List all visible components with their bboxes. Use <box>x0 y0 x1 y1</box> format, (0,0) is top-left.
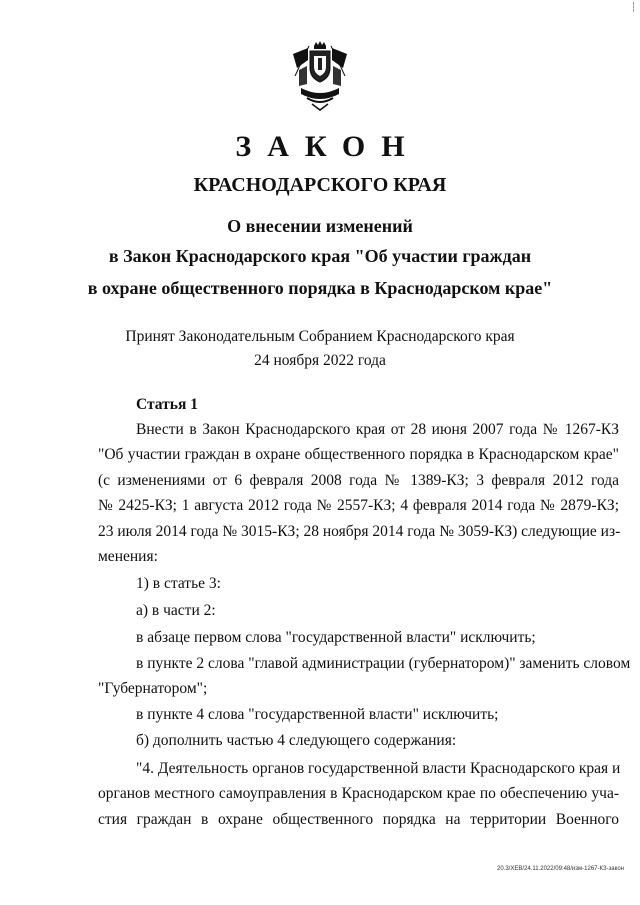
document-title: ЗАКОН <box>235 130 421 163</box>
paragraph-line: 23 июля 2014 года № 3015-КЗ; 28 ноября 2014 года № 3059-КЗ) следующие из- <box>98 522 621 540</box>
paragraph-line: органов местного самоуправления в Краснодарском крае по обеспечению уча- <box>98 785 619 803</box>
subtitle-line-2: в Закон Краснодарского края "Об участии граждан <box>108 246 532 266</box>
article-intro-paragraph <box>98 417 619 569</box>
paragraph-line: № 2425-КЗ; 1 августа 2012 года № 2557-КЗ; 4 февраля 2014 года № 2879-КЗ; <box>98 497 619 515</box>
article-heading: Статья 1 <box>136 396 198 413</box>
list-item: в пункте 2 слова "главой администрации (губернатором)" заменить словом <box>136 655 631 672</box>
list-item-continuation: "Губернатором"; <box>98 680 208 697</box>
list-item: а) в части 2: <box>136 602 216 619</box>
scan-corner-mark <box>627 2 634 12</box>
list-item: 1) в статье 3: <box>136 575 221 592</box>
list-item: в пункте 4 слова "государственной власти" исключить; <box>136 706 499 723</box>
paragraph-line: стия граждан в охране общественного порядка на территории Военного <box>98 810 619 828</box>
paragraph-line: "4. Деятельность органов государственной власти Краснодарского края и <box>136 760 621 777</box>
document-code: 20.3/XEB/24.11.2022/09:48/изм-1267-КЗ-закон <box>496 866 624 872</box>
paragraph-line: Внести в Закон Краснодарского края от 28 июня 2007 года № 1267-КЗ <box>136 421 619 438</box>
list-item: в абзаце первом слова "государственной власти" исключить; <box>136 629 536 646</box>
adoption-note: Принят Законодательным Собранием Краснодарского края <box>125 328 515 345</box>
subtitle-line-3: в охране общественного порядка в Краснодарском крае" <box>87 278 553 298</box>
paragraph-line: менения: <box>98 547 158 565</box>
coat-of-arms-icon <box>285 40 355 112</box>
list-item: б) дополнить частью 4 следующего содержания: <box>136 732 457 749</box>
subtitle-line-1: О внесении изменений <box>227 216 413 236</box>
paragraph-line: "Об участии граждан в охране общественного порядка в Краснодарском крае" <box>98 446 619 464</box>
document-issuer: КРАСНОДАРСКОГО КРАЯ <box>193 174 447 196</box>
paragraph-line: (с изменениями от 6 февраля 2008 года № 1389-КЗ; 3 февраля 2012 года <box>98 471 619 489</box>
adoption-date: 24 ноября 2022 года <box>254 352 386 369</box>
quoted-paragraph <box>98 756 619 832</box>
